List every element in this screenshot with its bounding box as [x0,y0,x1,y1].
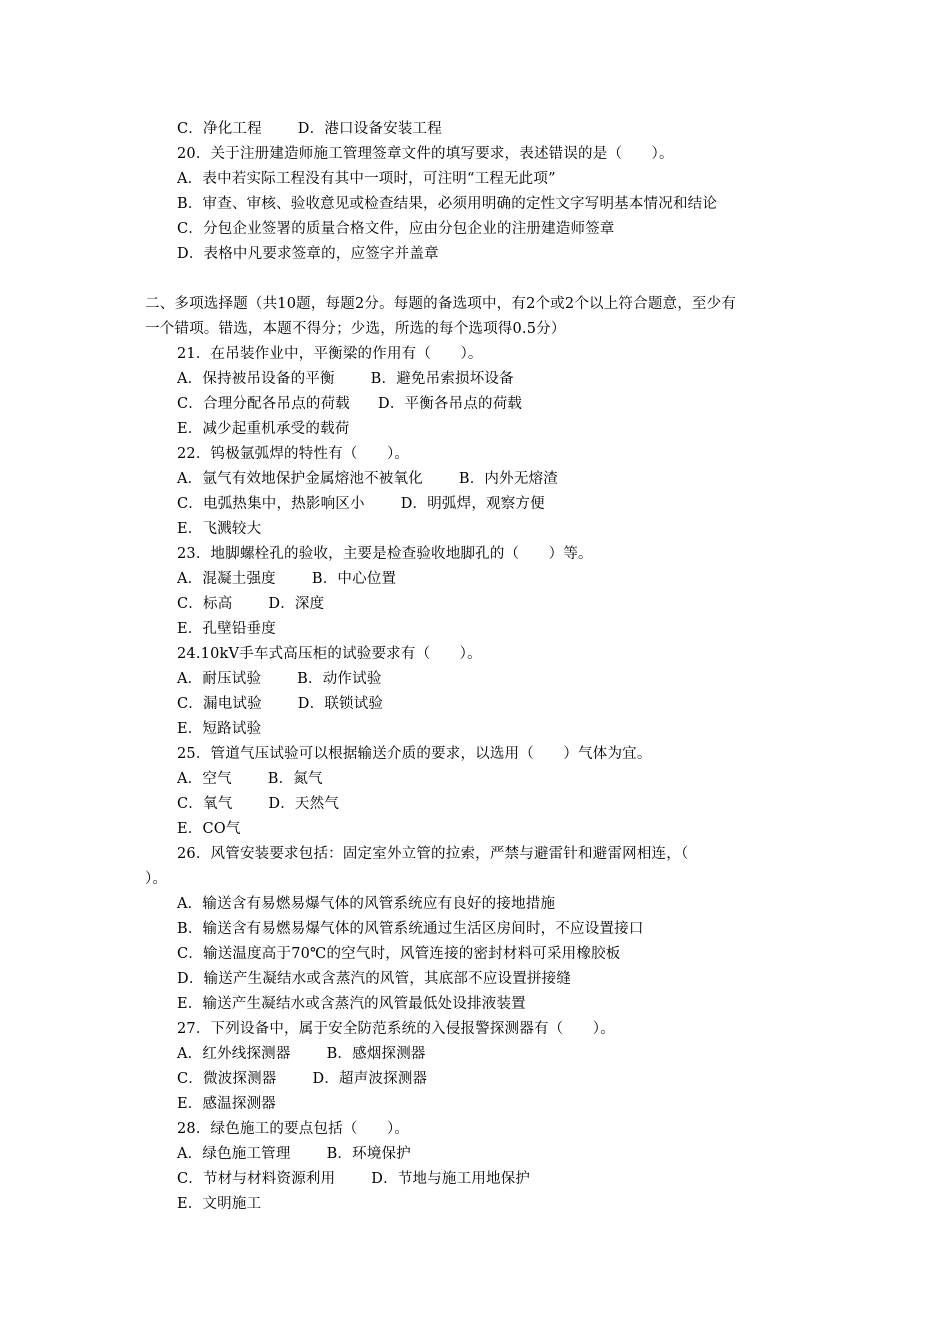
question-26-cont: ）。 [145,871,168,887]
q26-option-c: C．输送温度高于70℃的空气时，风管连接的密封材料可采用橡胶板 [177,946,621,962]
option-d: D．平衡各吊点的荷载 [378,396,523,412]
q24-options-ab [177,669,382,689]
option-c: C．电弧热集中，热影响区小 [177,496,365,512]
q22-option-e: E．飞溅较大 [177,521,262,537]
option-d: D．明弧焊，观察方便 [400,496,545,512]
option-b: B．中心位置 [311,571,397,587]
section-heading-cont: 一个错项。错选，本题不得分；少选，所选的每个选项得0.5分） [145,321,566,337]
q19-options-cd [177,119,442,139]
question-25: 25．管道气压试验可以根据输送介质的要求，以选用（ ）气体为宜。 [177,746,652,762]
q27-option-e: E．感温探测器 [177,1096,276,1112]
option-c: C．微波探测器 [177,1071,277,1087]
option-c: C．标高 [177,596,233,612]
option-d: D．深度 [268,596,325,612]
q26-option-a: A．输送含有易燃易爆气体的风管系统应有良好的接地措施 [177,896,556,912]
q23-option-e: E．孔壁铅垂度 [177,621,276,637]
q28-option-e: E．文明施工 [177,1196,262,1212]
q25-options-ab [177,769,323,789]
option-a: A．耐压试验 [177,671,262,687]
q21-options-cd [177,394,522,414]
option-d: D．天然气 [268,796,340,812]
option-a: A．氩气有效地保护金属熔池不被氧化 [177,471,423,487]
q28-options-ab [177,1144,411,1164]
q22-options-cd [177,494,545,514]
option-b: B．避免吊索损坏设备 [370,371,514,387]
q20-option-c: C．分包企业签署的质量合格文件，应由分包企业的注册建造师签章 [177,221,615,237]
option-c: C．节材与材料资源利用 [177,1171,336,1187]
question-27: 27．下列设备中，属于安全防范系统的入侵报警探测器有（ ）。 [177,1021,615,1037]
option-b: B．环境保护 [326,1146,411,1162]
option-b: B．感烟探测器 [326,1046,426,1062]
option-d: D．港口设备安装工程 [297,121,442,137]
q23-options-ab [177,569,396,589]
question-20: 20．关于注册建造师施工管理签章文件的填写要求，表述错误的是（ ）。 [177,146,674,162]
section-heading: 二、多项选择题（共10题，每题2分。每题的备选项中，有2个或2个以上符合题意，至少有 [145,296,737,312]
option-c: C．净化工程 [177,121,262,137]
option-c: C．合理分配各吊点的荷载 [177,396,350,412]
option-a: A．红外线探测器 [177,1046,291,1062]
q24-option-e: E．短路试验 [177,721,262,737]
option-a: A．混凝土强度 [177,571,276,587]
option-b: B．内外无熔渣 [458,471,558,487]
q20-option-a: A．表中若实际工程没有其中一项时，可注明“工程无此项” [177,171,556,187]
q26-option-d: D．输送产生凝结水或含蒸汽的风管，其底部不应设置拼接缝 [177,971,572,987]
option-d: D．超声波探测器 [312,1071,428,1087]
q21-options-ab [177,369,514,389]
q26-option-e: E．输送产生凝结水或含蒸汽的风管最低处设排液装置 [177,996,526,1012]
q28-options-cd [177,1169,530,1189]
q21-option-e: E．减少起重机承受的载荷 [177,421,350,437]
q26-option-b: B．输送含有易燃易爆气体的风管系统通过生活区房间时，不应设置接口 [177,921,644,937]
question-28: 28．绿色施工的要点包括（ ）。 [177,1121,410,1137]
question-26: 26．风管安装要求包括：固定室外立管的拉索，严禁与避雷针和避雷网相连，（ [177,846,689,862]
q27-options-ab [177,1044,426,1064]
question-24: 24.10kV手车式高压柜的试验要求有（ ）。 [177,646,482,662]
q20-option-b: B．审查、审核、验收意见或检查结果，必须用明确的定性文字写明基本情况和结论 [177,196,718,212]
option-d: D．节地与施工用地保护 [371,1171,531,1187]
q27-options-cd [177,1069,427,1089]
option-a: A．绿色施工管理 [177,1146,291,1162]
q20-option-d: D．表格中凡要求签章的，应签字并盖章 [177,246,439,262]
option-a: A．保持被吊设备的平衡 [177,371,335,387]
option-a: A．空气 [177,771,232,787]
q23-options-cd [177,594,324,614]
option-c: C．氧气 [177,796,233,812]
option-b: B．氮气 [267,771,323,787]
option-b: B．动作试验 [297,671,382,687]
question-22: 22．钨极氩弧焊的特性有（ ）。 [177,446,410,462]
q22-options-ab [177,469,558,489]
option-c: C．漏电试验 [177,696,262,712]
q24-options-cd [177,694,383,714]
q25-option-e: E．CO气 [177,821,241,837]
question-23: 23．地脚螺栓孔的验收，主要是检查验收地脚孔的（ ）等。 [177,546,593,562]
question-21: 21．在吊装作业中，平衡梁的作用有（ ）。 [177,346,483,362]
option-d: D．联锁试验 [297,696,384,712]
q25-options-cd [177,794,339,814]
